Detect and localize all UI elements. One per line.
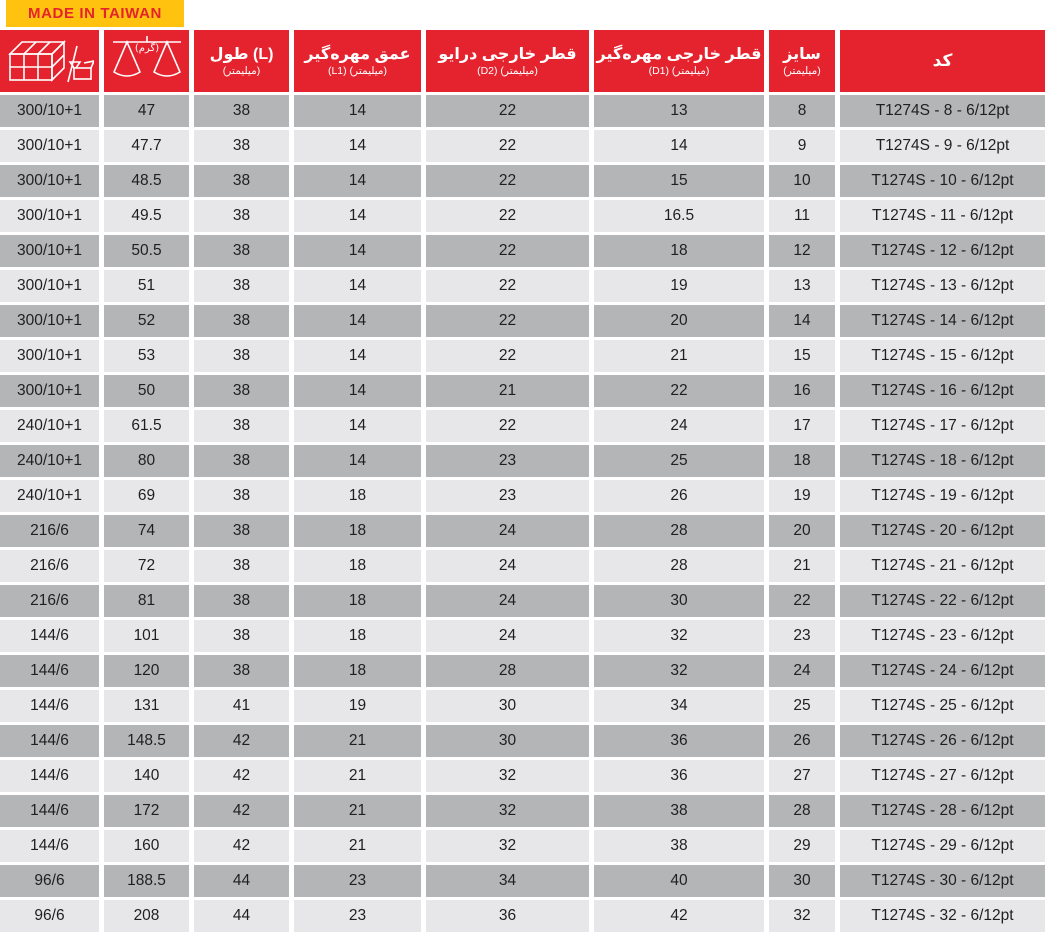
table-body [0, 95, 1045, 932]
table-row [0, 690, 1045, 722]
cell-socket-outer-diameter: 22 [594, 375, 764, 407]
cell-socket-outer-diameter: 28 [594, 550, 764, 582]
cell-code: T1274S - 8 - 6/12pt [840, 95, 1045, 127]
cell-weight: 52 [104, 305, 189, 337]
table-row [0, 830, 1045, 862]
cell-code: T1274S - 14 - 6/12pt [840, 305, 1045, 337]
cell-size: 17 [769, 410, 835, 442]
cell-socket-depth: 18 [294, 620, 421, 652]
cell-socket-depth: 14 [294, 270, 421, 302]
table-row [0, 795, 1045, 827]
cell-length: 38 [194, 340, 289, 372]
cell-size: 16 [769, 375, 835, 407]
cell-size: 19 [769, 480, 835, 512]
cell-drive-outer-diameter: 32 [426, 760, 589, 792]
cell-packing: 216/6 [0, 515, 99, 547]
cell-drive-outer-diameter: 30 [426, 725, 589, 757]
header-title: قطر خارجی درایو [438, 45, 577, 63]
table-row [0, 410, 1045, 442]
cell-packing: 240/10+1 [0, 410, 99, 442]
cell-drive-outer-diameter: 30 [426, 690, 589, 722]
cell-socket-outer-diameter: 38 [594, 830, 764, 862]
cell-socket-depth: 19 [294, 690, 421, 722]
cell-socket-outer-diameter: 38 [594, 795, 764, 827]
cell-weight: 131 [104, 690, 189, 722]
gram-unit-label: (گرم) [134, 43, 159, 54]
cell-size: 10 [769, 165, 835, 197]
cell-size: 32 [769, 900, 835, 932]
cell-code: T1274S - 21 - 6/12pt [840, 550, 1045, 582]
cell-drive-outer-diameter: 34 [426, 865, 589, 897]
cell-code: T1274S - 19 - 6/12pt [840, 480, 1045, 512]
spec-table [0, 30, 1045, 935]
cell-drive-outer-diameter: 22 [426, 340, 589, 372]
table-row [0, 760, 1045, 792]
table-row [0, 235, 1045, 267]
cell-socket-depth: 21 [294, 830, 421, 862]
cell-size: 25 [769, 690, 835, 722]
cell-socket-outer-diameter: 13 [594, 95, 764, 127]
table-row [0, 95, 1045, 127]
cell-socket-outer-diameter: 32 [594, 655, 764, 687]
cell-socket-outer-diameter: 16.5 [594, 200, 764, 232]
cell-size: 20 [769, 515, 835, 547]
cell-socket-outer-diameter: 14 [594, 130, 764, 162]
cell-socket-outer-diameter: 24 [594, 410, 764, 442]
cell-drive-outer-diameter: 24 [426, 515, 589, 547]
cell-socket-depth: 18 [294, 585, 421, 617]
cell-socket-depth: 23 [294, 865, 421, 897]
cell-socket-depth: 21 [294, 760, 421, 792]
cell-drive-outer-diameter: 24 [426, 550, 589, 582]
table-header-row [0, 30, 1045, 92]
header-cell-socket-outer-diameter [594, 30, 764, 92]
cell-packing: 216/6 [0, 585, 99, 617]
cell-weight: 51 [104, 270, 189, 302]
cell-packing: 300/10+1 [0, 305, 99, 337]
cell-socket-outer-diameter: 20 [594, 305, 764, 337]
table-row [0, 550, 1045, 582]
header-cell-length [194, 30, 289, 92]
cell-packing: 240/10+1 [0, 445, 99, 477]
cell-weight: 80 [104, 445, 189, 477]
table-row [0, 445, 1045, 477]
cell-weight: 61.5 [104, 410, 189, 442]
cell-weight: 47 [104, 95, 189, 127]
cell-drive-outer-diameter: 32 [426, 830, 589, 862]
table-row [0, 200, 1045, 232]
cell-length: 38 [194, 620, 289, 652]
cell-code: T1274S - 22 - 6/12pt [840, 585, 1045, 617]
cell-size: 28 [769, 795, 835, 827]
cell-code: T1274S - 12 - 6/12pt [840, 235, 1045, 267]
cell-weight: 72 [104, 550, 189, 582]
cell-code: T1274S - 24 - 6/12pt [840, 655, 1045, 687]
cell-weight: 48.5 [104, 165, 189, 197]
cell-drive-outer-diameter: 22 [426, 235, 589, 267]
carton-boxes-icon [6, 36, 94, 86]
cell-socket-depth: 18 [294, 515, 421, 547]
table-row [0, 375, 1045, 407]
cell-size: 27 [769, 760, 835, 792]
table-row [0, 270, 1045, 302]
cell-packing: 300/10+1 [0, 235, 99, 267]
cell-socket-outer-diameter: 19 [594, 270, 764, 302]
cell-code: T1274S - 16 - 6/12pt [840, 375, 1045, 407]
cell-drive-outer-diameter: 21 [426, 375, 589, 407]
cell-drive-outer-diameter: 22 [426, 95, 589, 127]
cell-length: 38 [194, 200, 289, 232]
cell-socket-depth: 14 [294, 95, 421, 127]
cell-weight: 81 [104, 585, 189, 617]
cell-length: 38 [194, 375, 289, 407]
header-cell-size [769, 30, 835, 92]
cell-weight: 172 [104, 795, 189, 827]
cell-socket-outer-diameter: 25 [594, 445, 764, 477]
cell-weight: 50.5 [104, 235, 189, 267]
cell-length: 44 [194, 900, 289, 932]
cell-packing: 96/6 [0, 900, 99, 932]
cell-weight: 160 [104, 830, 189, 862]
table-row [0, 900, 1045, 932]
cell-size: 29 [769, 830, 835, 862]
cell-code: T1274S - 15 - 6/12pt [840, 340, 1045, 372]
cell-packing: 300/10+1 [0, 130, 99, 162]
cell-socket-depth: 14 [294, 130, 421, 162]
cell-socket-depth: 14 [294, 235, 421, 267]
cell-socket-outer-diameter: 28 [594, 515, 764, 547]
cell-length: 38 [194, 480, 289, 512]
header-title: سایز [783, 45, 821, 63]
cell-length: 41 [194, 690, 289, 722]
cell-weight: 69 [104, 480, 189, 512]
cell-drive-outer-diameter: 22 [426, 410, 589, 442]
table-row [0, 515, 1045, 547]
cell-socket-depth: 14 [294, 340, 421, 372]
cell-size: 13 [769, 270, 835, 302]
header-unit: (L1) (میلیمتر) [327, 64, 388, 77]
cell-length: 38 [194, 235, 289, 267]
cell-size: 15 [769, 340, 835, 372]
cell-weight: 148.5 [104, 725, 189, 757]
header-unit: (میلیمتر) [222, 64, 261, 77]
cell-packing: 144/6 [0, 760, 99, 792]
cell-length: 38 [194, 165, 289, 197]
cell-socket-outer-diameter: 34 [594, 690, 764, 722]
cell-size: 14 [769, 305, 835, 337]
cell-code: T1274S - 28 - 6/12pt [840, 795, 1045, 827]
cell-length: 38 [194, 95, 289, 127]
cell-socket-outer-diameter: 21 [594, 340, 764, 372]
cell-code: T1274S - 17 - 6/12pt [840, 410, 1045, 442]
cell-socket-depth: 21 [294, 795, 421, 827]
cell-size: 12 [769, 235, 835, 267]
cell-length: 38 [194, 515, 289, 547]
cell-size: 8 [769, 95, 835, 127]
cell-packing: 300/10+1 [0, 95, 99, 127]
header-cell-packing [0, 30, 99, 92]
cell-size: 26 [769, 725, 835, 757]
cell-length: 38 [194, 130, 289, 162]
cell-weight: 188.5 [104, 865, 189, 897]
cell-socket-outer-diameter: 42 [594, 900, 764, 932]
cell-drive-outer-diameter: 36 [426, 900, 589, 932]
table-row [0, 165, 1045, 197]
cell-length: 42 [194, 830, 289, 862]
header-cell-code [840, 30, 1045, 92]
table-row [0, 130, 1045, 162]
cell-code: T1274S - 11 - 6/12pt [840, 200, 1045, 232]
cell-code: T1274S - 18 - 6/12pt [840, 445, 1045, 477]
cell-socket-depth: 14 [294, 305, 421, 337]
cell-socket-depth: 21 [294, 725, 421, 757]
cell-socket-depth: 18 [294, 655, 421, 687]
cell-socket-depth: 14 [294, 165, 421, 197]
cell-socket-depth: 14 [294, 200, 421, 232]
cell-size: 18 [769, 445, 835, 477]
cell-weight: 101 [104, 620, 189, 652]
cell-drive-outer-diameter: 24 [426, 620, 589, 652]
cell-drive-outer-diameter: 23 [426, 445, 589, 477]
cell-weight: 47.7 [104, 130, 189, 162]
cell-size: 11 [769, 200, 835, 232]
made-in-taiwan-label: MADE IN TAIWAN [28, 5, 162, 22]
table-row [0, 655, 1045, 687]
cell-drive-outer-diameter: 22 [426, 305, 589, 337]
cell-length: 38 [194, 305, 289, 337]
cell-code: T1274S - 13 - 6/12pt [840, 270, 1045, 302]
cell-packing: 300/10+1 [0, 165, 99, 197]
cell-code: T1274S - 10 - 6/12pt [840, 165, 1045, 197]
cell-length: 38 [194, 550, 289, 582]
cell-socket-outer-diameter: 30 [594, 585, 764, 617]
table-row [0, 340, 1045, 372]
cell-socket-outer-diameter: 36 [594, 760, 764, 792]
cell-socket-outer-diameter: 32 [594, 620, 764, 652]
cell-length: 42 [194, 725, 289, 757]
cell-socket-depth: 23 [294, 900, 421, 932]
header-title: طول (L) [209, 45, 274, 63]
cell-code: T1274S - 32 - 6/12pt [840, 900, 1045, 932]
cell-packing: 216/6 [0, 550, 99, 582]
cell-code: T1274S - 25 - 6/12pt [840, 690, 1045, 722]
header-title: کد [932, 51, 953, 70]
cell-packing: 300/10+1 [0, 375, 99, 407]
cell-socket-depth: 18 [294, 550, 421, 582]
cell-code: T1274S - 20 - 6/12pt [840, 515, 1045, 547]
cell-socket-depth: 14 [294, 375, 421, 407]
cell-size: 23 [769, 620, 835, 652]
cell-drive-outer-diameter: 22 [426, 200, 589, 232]
cell-socket-outer-diameter: 40 [594, 865, 764, 897]
header-cell-drive-outer-diameter [426, 30, 589, 92]
table-row [0, 480, 1045, 512]
cell-size: 24 [769, 655, 835, 687]
table-row [0, 725, 1045, 757]
cell-weight: 50 [104, 375, 189, 407]
cell-size: 9 [769, 130, 835, 162]
cell-socket-depth: 14 [294, 445, 421, 477]
cell-drive-outer-diameter: 22 [426, 130, 589, 162]
table-row [0, 585, 1045, 617]
cell-size: 21 [769, 550, 835, 582]
cell-drive-outer-diameter: 22 [426, 270, 589, 302]
cell-code: T1274S - 27 - 6/12pt [840, 760, 1045, 792]
cell-socket-outer-diameter: 15 [594, 165, 764, 197]
cell-packing: 96/6 [0, 865, 99, 897]
cell-code: T1274S - 23 - 6/12pt [840, 620, 1045, 652]
cell-socket-depth: 18 [294, 480, 421, 512]
cell-weight: 53 [104, 340, 189, 372]
cell-socket-outer-diameter: 18 [594, 235, 764, 267]
cell-code: T1274S - 9 - 6/12pt [840, 130, 1045, 162]
cell-length: 42 [194, 795, 289, 827]
cell-code: T1274S - 26 - 6/12pt [840, 725, 1045, 757]
cell-size: 22 [769, 585, 835, 617]
cell-code: T1274S - 29 - 6/12pt [840, 830, 1045, 862]
cell-length: 38 [194, 410, 289, 442]
cell-drive-outer-diameter: 22 [426, 165, 589, 197]
cell-weight: 49.5 [104, 200, 189, 232]
cell-size: 30 [769, 865, 835, 897]
cell-packing: 144/6 [0, 690, 99, 722]
header-unit: (D2) (میلیمتر) [477, 64, 538, 77]
cell-packing: 144/6 [0, 620, 99, 652]
cell-socket-outer-diameter: 36 [594, 725, 764, 757]
scale-icon [108, 34, 186, 88]
header-title: عمق مهره‌گیر [304, 45, 411, 63]
cell-length: 38 [194, 270, 289, 302]
cell-packing: 300/10+1 [0, 340, 99, 372]
cell-socket-depth: 14 [294, 410, 421, 442]
cell-drive-outer-diameter: 32 [426, 795, 589, 827]
cell-weight: 74 [104, 515, 189, 547]
cell-socket-outer-diameter: 26 [594, 480, 764, 512]
cell-drive-outer-diameter: 23 [426, 480, 589, 512]
header-title: قطر خارجی مهره‌گیر [596, 45, 762, 63]
header-cell-weight [104, 30, 189, 92]
cell-length: 38 [194, 585, 289, 617]
cell-packing: 300/10+1 [0, 270, 99, 302]
header-unit: (میلیمتر) [783, 64, 821, 77]
cell-packing: 300/10+1 [0, 200, 99, 232]
cell-packing: 144/6 [0, 795, 99, 827]
made-in-taiwan-badge [6, 0, 184, 27]
cell-length: 44 [194, 865, 289, 897]
table-row [0, 620, 1045, 652]
cell-length: 38 [194, 655, 289, 687]
cell-length: 42 [194, 760, 289, 792]
cell-weight: 120 [104, 655, 189, 687]
cell-packing: 144/6 [0, 655, 99, 687]
table-row [0, 305, 1045, 337]
cell-drive-outer-diameter: 28 [426, 655, 589, 687]
cell-weight: 140 [104, 760, 189, 792]
cell-drive-outer-diameter: 24 [426, 585, 589, 617]
header-unit: (D1) (میلیمتر) [648, 64, 710, 77]
cell-packing: 144/6 [0, 725, 99, 757]
header-cell-socket-depth [294, 30, 421, 92]
cell-code: T1274S - 30 - 6/12pt [840, 865, 1045, 897]
cell-packing: 144/6 [0, 830, 99, 862]
cell-packing: 240/10+1 [0, 480, 99, 512]
cell-length: 38 [194, 445, 289, 477]
cell-weight: 208 [104, 900, 189, 932]
table-row [0, 865, 1045, 897]
